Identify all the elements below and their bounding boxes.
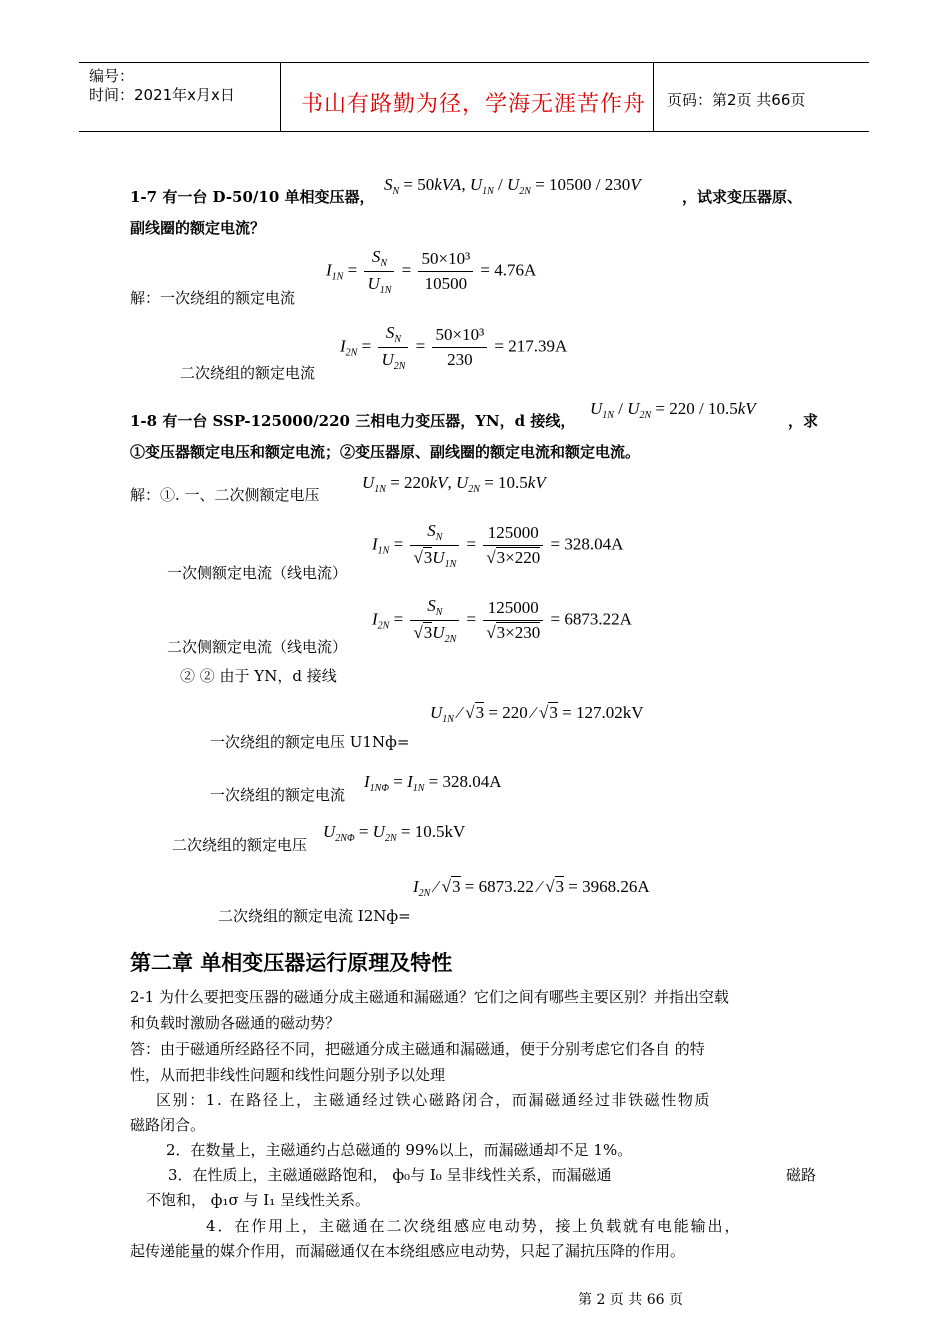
formula-result: = 127.02kV — [562, 703, 644, 722]
page-footer: 第 2 页 共 66 页 — [578, 1292, 683, 1308]
fraction-numerator: 125000 — [483, 523, 543, 546]
formula-value: 220 — [502, 703, 528, 722]
question-text-c: 副线圈的额定电流？ — [130, 219, 266, 237]
fraction-numerator: 125000 — [483, 598, 543, 621]
difference-4: 4．在作用上，主磁通在二次绕组感应电动势，接上负载就有电能输出， — [206, 1217, 742, 1235]
formula-u1n-phase: $U_{1N}$ ⁄ √3 = 220 ⁄ √3 = 127.02kV — [430, 703, 644, 725]
formula-result: = 6873.22A — [550, 609, 632, 629]
header-divider — [280, 63, 281, 131]
question-text-b: ，求 — [788, 412, 819, 430]
difference-3-end: 磁路 — [786, 1166, 817, 1184]
answer-label: 二次绕组的额定电流 I2Nф= — [218, 907, 411, 925]
fraction-numerator: 50×10³ — [418, 249, 473, 272]
answer-label: 一次绕组的额定电流 — [210, 786, 346, 804]
formula-result: = 3968.26A — [568, 877, 650, 896]
formula-i1n-line: $I_{1N}$ = $\frac{S_N}{√3U_{1N}}$ = $\frac{125000}{√3\times 220}$ = 328.04A — [372, 521, 624, 570]
answer-label: 二次侧额定电流（线电流） — [167, 638, 348, 656]
answer-label: 一次侧额定电流（线电流） — [167, 564, 348, 582]
fraction-denominator: 3×230 — [496, 623, 541, 642]
question-2-1-cont: 和负载时激励各磁通的磁动势？ — [130, 1014, 341, 1032]
formula-result: = 10.5kV — [400, 822, 466, 841]
difference-4-cont: 起传递能量的媒介作用，而漏磁通仅在本绕组感应电动势，只起了漏抗压降的作用。 — [130, 1242, 686, 1260]
answer-label: 解：一次绕组的额定电流 — [130, 289, 296, 307]
part-two-heading: ② ② 由于 YN，d 接线 — [180, 667, 337, 685]
answer-label: 二次绕组的额定电压 — [172, 836, 308, 854]
question-text-b: ，试求变压器原、 — [682, 188, 803, 206]
fraction-denominator: 3×220 — [496, 548, 541, 567]
fraction-denominator: 10500 — [424, 274, 468, 293]
formula-i1n-phase: $I_{1N\Phi} = I_{1N} = 328.04A$ — [364, 772, 502, 794]
difference-1: 区别：1. 在路径上，主磁通经过铁心磁路闭合，而漏磁通经过非铁磁性物质 — [156, 1091, 712, 1109]
question-2-1: 2-1 为什么要把变压器的磁通分成主磁通和漏磁通？它们之间有哪些主要区别？并指出空载 — [130, 988, 729, 1006]
formula-result: = 328.04A — [428, 772, 502, 791]
formula-i2n: $I_{2N}$ = $\frac{S_N}{U_{2N}}$ = $\frac{\text{50×10³}}{230}$ = 217.39A — [340, 323, 568, 372]
formula-result: = 328.04A — [550, 534, 624, 554]
question-text-c: ①变压器额定电压和额定电流；②变压器原、副线圈的额定电流和额定电流。 — [130, 443, 641, 461]
formula-i2n-line: $I_{2N}$ = $\frac{S_N}{√3U_{2N}}$ = $\frac{125000}{√3\times 230}$ = 6873.22A — [372, 596, 632, 645]
difference-1-cont: 磁路闭合。 — [130, 1116, 206, 1134]
formula-u1n-u2n: $U_{1N} / U_{2N} = 220 / 10.5kV$ — [590, 399, 756, 421]
question-1-8: 1-8 有一台 SSP-125000/220 三相电力变压器，YN，d 接线， — [130, 412, 576, 430]
formula-rated-voltage: $U_{1N} = 220kV$, $U_{2N} = 10.5kV$ — [362, 473, 546, 495]
header-motto: 书山有路勤为径，学海无涯苦作舟 — [301, 92, 647, 117]
difference-3: 3．在性质上，主磁通磁路饱和， ф₀与 I₀ 呈非线性关系，而漏磁通 — [168, 1166, 612, 1184]
solution-label: 解：①. 一、二次侧额定电压 — [130, 486, 320, 504]
header-page-code: 页码：第2页 共66页 — [667, 91, 806, 109]
page-header — [79, 62, 869, 132]
formula-u2n-phase: $U_{2N\Phi} = U_{2N} = 10.5kV$ — [323, 822, 466, 844]
difference-3-cont: 不饱和， ф₁σ 与 I₁ 呈线性关系。 — [146, 1191, 371, 1209]
number-label: 编号： — [89, 67, 135, 85]
formula-sn-u: $S_N = 50kVA$, $U_{1N} / U_{2N} = 10500 / 230V$ — [384, 175, 641, 197]
question-text: 1-7 有一台 D-50/10 单相变压器， — [130, 188, 375, 206]
formula-result: = 4.76A — [480, 260, 537, 280]
answer-text: 性，从而把非线性问题和线性问题分别予以处理 — [130, 1066, 446, 1084]
fraction-numerator: 50×10³ — [432, 325, 487, 348]
formula-i2n-phase: $I_{2N}$ ⁄ √3 = 6873.22 ⁄ √3 = 3968.26A — [413, 877, 650, 899]
header-divider — [653, 63, 654, 131]
answer-text: 答：由于磁通所经路径不同，把磁通分成主磁通和漏磁通，便于分别考虑它们各自 的特 — [130, 1040, 705, 1058]
header-meta — [89, 67, 235, 105]
formula-value: 6873.22 — [478, 877, 534, 896]
question-1-7 — [130, 186, 375, 207]
answer-label: 一次绕组的额定电压 U1Nф= — [210, 733, 410, 751]
formula-i1n: $I_{1N}$ = $\frac{S_N}{U_{1N}}$ = $\frac{\text{50×10³}}{10500}$ = 4.76A — [326, 247, 537, 296]
time-label: 时间：2021年x月x日 — [89, 86, 235, 104]
difference-2: 2．在数量上，主磁通约占总磁通的 99%以上，而漏磁通却不足 1%。 — [166, 1141, 633, 1159]
chapter-title: 第二章 单相变压器运行原理及特性 — [130, 950, 453, 975]
formula-result: = 217.39A — [494, 336, 568, 356]
fraction-denominator: 230 — [447, 350, 473, 369]
answer-label: 二次绕组的额定电流 — [180, 364, 316, 382]
